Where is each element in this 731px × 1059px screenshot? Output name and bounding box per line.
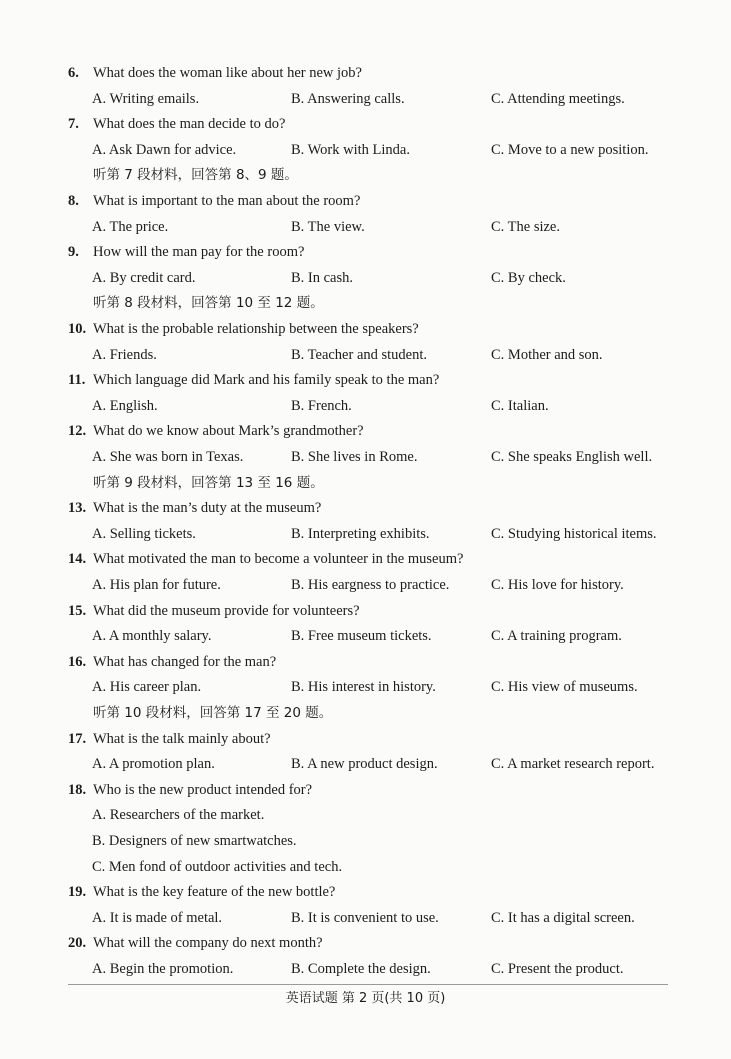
question-line [0,599,731,624]
question-number: 13. [68,500,87,517]
question-text: What do we know about Mark’s grandmother? [93,423,364,440]
option-a: A. By credit card. [92,269,196,286]
question-line [0,650,731,675]
options-row [0,522,731,547]
option-a: A. Begin the promotion. [92,961,234,977]
option-c: C. The size. [491,218,560,235]
question-number: 17. [68,730,87,747]
option-a: A. Researchers of the market. [92,807,265,824]
option-b: B. Teacher and student. [291,346,428,363]
question-text: What motivated the man to become a volunteer in the museum? [93,551,464,568]
question-text: Who is the new product intended for? [93,781,313,798]
question-text: What does the woman like about her new job? [93,65,362,81]
option-b: B. Free museum tickets. [291,628,432,645]
question-line [0,368,731,393]
option-a: A. Ask Dawn for advice. [92,141,237,158]
option-b: B. French. [291,397,352,414]
question-number: 19. [68,884,87,901]
question-line [0,419,731,444]
question-text: What is the key feature of the new bottle? [93,884,336,901]
option-a: A. The price. [92,218,169,235]
question-number: 7. [68,116,79,133]
question-line [0,189,731,214]
question-text: What did the museum provide for volunteers? [93,602,360,619]
option-c: C. Italian. [491,397,549,414]
option-c: C. Present the product. [491,961,624,977]
question-line [0,880,731,905]
option-b: B. Designers of new smartwatches. [92,833,297,849]
option-c: C. Men fond of outdoor activities and tech. [92,858,343,875]
question-text: What is the man’s duty at the museum? [93,500,322,517]
option-b: B. She lives in Rome. [291,449,418,465]
question-text: What does the man decide to do? [93,116,286,133]
option-a: A. Friends. [92,346,157,363]
question-line [0,778,731,803]
options-row [0,266,731,291]
option-c: C. A market research report. [491,756,655,773]
question-line [0,931,731,956]
question-line [0,61,731,86]
option-c: C. By check. [491,269,566,286]
question-line [0,240,731,265]
option-b: B. Interpreting exhibits. [291,525,430,542]
option-b: B. A new product design. [291,756,438,773]
question-number: 11. [68,372,86,389]
section-instruction-text: 听第 10 段材料，回答第 17 至 20 题。 [93,705,333,721]
option-a: A. Selling tickets. [92,525,196,542]
question-line [0,112,731,137]
option-c: C. His love for history. [491,577,624,593]
option-a: A. Writing emails. [92,90,200,107]
option-c: C. A training program. [491,628,622,645]
question-number: 18. [68,781,87,798]
option-b: B. It is convenient to use. [291,909,439,926]
question-number: 14. [68,551,87,568]
section-instruction-text: 听第 8 段材料，回答第 10 至 12 题。 [93,295,324,312]
option-b: B. Work with Linda. [291,141,410,158]
option-c: C. Mother and son. [491,346,603,363]
question-text: How will the man pay for the room? [93,244,305,261]
options-row [0,957,731,982]
option-c: C. Studying historical items. [491,525,657,542]
option-a: A. His plan for future. [92,577,221,593]
section-instruction [0,701,731,726]
question-number: 8. [68,193,79,209]
question-number: 16. [68,653,87,670]
options-row [0,343,731,368]
question-text: What is the talk mainly about? [93,730,271,747]
question-text: What is the probable relationship between the speakers? [93,321,419,337]
options-row [0,445,731,470]
section-instruction-text: 听第 7 段材料，回答第 8、9 题。 [93,167,298,184]
question-number: 12. [68,423,87,440]
option-b: B. Answering calls. [291,90,405,107]
options-row [0,752,731,777]
question-text: Which language did Mark and his family speak to the man? [93,372,440,389]
option-b: B. The view. [291,218,365,235]
question-number: 15. [68,602,87,619]
question-text: What has changed for the man? [93,653,277,670]
option-b: B. His eargness to practice. [291,577,450,593]
options-row [0,394,731,419]
section-instruction-text: 听第 9 段材料，回答第 13 至 16 题。 [93,474,324,491]
option-b: B. In cash. [291,269,354,286]
option-row [0,803,731,828]
question-number: 10. [68,321,87,337]
options-row [0,624,731,649]
section-instruction [0,471,731,496]
option-c: C. She speaks English well. [491,449,653,465]
question-line [0,496,731,521]
question-text: What will the company do next month? [93,935,323,952]
options-row [0,215,731,240]
options-row [0,906,731,931]
question-line [0,317,731,342]
question-text: What is important to the man about the room? [93,193,361,209]
option-b: B. Complete the design. [291,961,431,977]
question-line [0,547,731,572]
option-a: A. It is made of metal. [92,909,223,926]
option-row [0,855,731,880]
question-number: 6. [68,65,79,81]
option-c: C. His view of museums. [491,679,638,696]
question-number: 9. [68,244,79,261]
section-instruction [0,291,731,316]
option-row [0,829,731,854]
question-line [0,727,731,752]
option-a: A. A monthly salary. [92,628,212,645]
options-row [0,675,731,700]
option-a: A. She was born in Texas. [92,449,244,465]
option-c: C. Attending meetings. [491,90,625,107]
section-instruction [0,163,731,188]
question-number: 20. [68,935,87,952]
option-a: A. His career plan. [92,679,202,696]
options-row [0,87,731,112]
option-a: A. English. [92,397,158,414]
option-c: C. Move to a new position. [491,141,649,158]
option-b: B. His interest in history. [291,679,436,696]
options-row [0,138,731,163]
option-a: A. A promotion plan. [92,756,215,773]
option-c: C. It has a digital screen. [491,909,635,926]
page-footer: 英语试题 第 2 页(共 10 页) [285,991,446,1006]
options-row [0,573,731,598]
footer-divider [68,984,668,985]
